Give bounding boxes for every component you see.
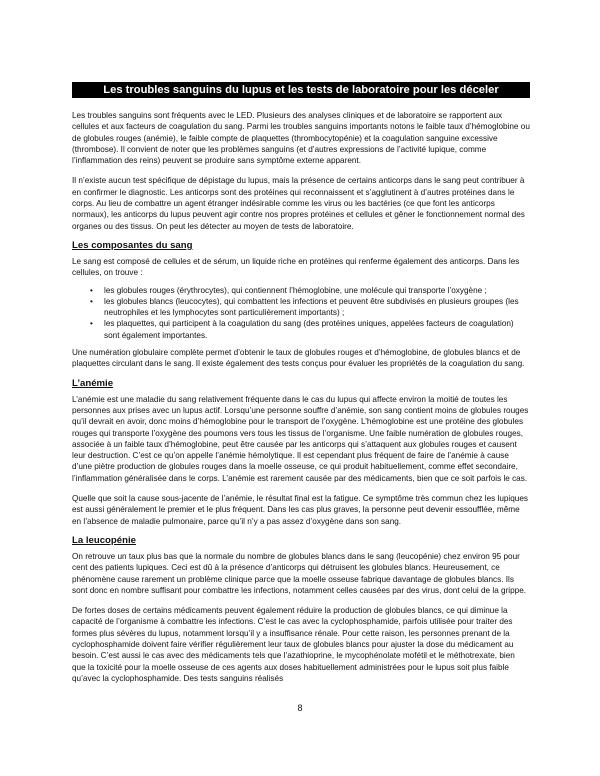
intro-paragraph-2: Il n’existe aucun test spécifique de dépistage du lupus, mais la présence de certains anticorps dans le sang peut contribuer à en confirmer le diagnostic. Les anticorps sont des protéines qui reconnaissent et s’agglutinent à d’autres protéines dans le corps. Au lieu de combattre un agent étranger indésirable comme les virus ou les bactéries (ce que font les anticorps normaux), les anticorps du lupus peuvent agir contre nos propres protéines et cellules et gêner le fonctionnement normal des organes ou des tissus. On peut les détecter au moyen de tests de laboratoire. bbox=[72, 176, 525, 231]
cell-list bbox=[72, 285, 530, 341]
intro-paragraph-1: Les troubles sanguins sont fréquents avec le LED. Plusieurs des analyses cliniques et de laboratoire se rapportent aux cellules et aux facteurs de coagulation du sang. Parmi les troubles sanguins importants notons le faible taux d’hémoglobine ou de globules rouges (anémie), le faible compte de plaquettes (thrombocytopénie) et la coagulation sanguine excessive (thrombose). Il convient de noter que les problèmes sanguins (et d’autres expressions de l’activité lupique, comme l’inflammation des reins) peuvent se produire sans symptôme externe apparent. bbox=[72, 111, 530, 166]
composantes-paragraph-1: Le sang est composé de cellules et de sérum, un liquide riche en protéines qui renferme également des anticorps. Dans les cellules, on trouve : bbox=[72, 256, 520, 278]
page-title: Les troubles sanguins du lupus et les tests de laboratoire pour les déceler bbox=[72, 82, 530, 98]
bullet-icon: • bbox=[90, 296, 93, 306]
composantes-paragraph-2: Une numération globulaire complète permet d’obtenir le taux de globules rouges et d’hémoglobine, de globules blancs et de plaquettes circulant dans le sang. Il existe également des tests conçus pour évaluer les propriétés de la coagulation du sang. bbox=[72, 348, 525, 369]
list-item-text: les globules blancs (leucocytes), qui combattent les infections et peuvent être subdivisés en plusieurs groupes (les neutrophiles et les lymphocytes sont particulièrement importants) ; bbox=[104, 296, 519, 318]
bullet-icon: • bbox=[90, 319, 93, 329]
anemie-paragraph-2: Quelle que soit la cause sous-jacente de l’anémie, le résultat final est la fatigue. Ce symptôme très commun chez les lupiques est aussi généralement le premier et le plus fréquent. Dans les cas plus graves, la personne peut devenir essoufflée, même en l’absence de maladie pulmonaire, parce qu’il n’y a pas assez d’oxygène dans son sang. bbox=[72, 494, 529, 526]
leucopenie-paragraph-2: De fortes doses de certains médicaments peuvent également réduire la production de globules blancs, ce qui diminue la capacité de l’organisme à combattre les infections. C’est le cas avec la cyclophosphamide, parfois utilisée pour traiter des formes plus sévères du lupus, notamment lorsqu’il y a insuffisance rénale. Pour cette raison, les personnes prenant de la cyclophosphamide doivent faire vérifier régulièrement leur taux de globules blancs pour ajuster la dose du médicament au besoin. C’est aussi le cas avec des médicaments tels que l’azathioprine, le mycophénolate mofétil et le méthotrexate, bien que la toxicité pour la moelle osseuse de ces agents aux doses habituellement administrées pour le lupus soit plus faible qu’avec la cyclophosphamide. Des tests sanguins réalisés bbox=[72, 606, 515, 683]
list-item bbox=[72, 296, 530, 319]
list-item-text: les globules rouges (érythrocytes), qui contiennent l’hémoglobine, une molécule qui transporte l’oxygène ; bbox=[104, 285, 487, 295]
section-heading-anemie: L’anémie bbox=[72, 377, 114, 389]
section-heading-leucopenie: La leucopénie bbox=[72, 534, 136, 546]
document-page bbox=[72, 82, 530, 684]
list-item bbox=[72, 285, 530, 296]
bullet-icon: • bbox=[90, 285, 93, 295]
list-item bbox=[72, 318, 530, 341]
section-heading-composantes: Les composantes du sang bbox=[72, 239, 193, 251]
page-number: 8 bbox=[297, 703, 303, 713]
list-item-text: les plaquettes, qui participent à la coagulation du sang (des protéines uniques, appelées facteurs de coagulation) sont également importantes. bbox=[104, 319, 514, 340]
leucopenie-paragraph-1: On retrouve un taux plus bas que la normale du nombre de globules blancs dans le sang (leucopénie) chez environ 95 pour cent des patients lupiques. Ceci est dû à la présence d’anticorps qui détruisent les globules blancs. Heureusement, ce phénomène cause rarement un problème clinique parce que la moelle osseuse fabrique davantage de globules blancs. Ils sont donc en nombre suffisant pour combattre les infections, notamment celles causées par des virus, dont celui de la grippe. bbox=[72, 551, 527, 595]
anemie-paragraph-1: L’anémie est une maladie du sang relativement fréquente dans le cas du lupus qui affecte environ la moitié de toutes les personnes aux prises avec un lupus actif. Lorsqu’une personne souffre d’anémie, son sang contient moins de globules rouges qu’il devrait en avoir, donc moins d’hémoglobine pour le transport de l’oxygène. L’hémoglobine est une protéine des globules rouges qui transporte l’oxygène des poumons vers tous les tissus de l’organisme. Une faible numération de globules rouges, associée à un faible taux d’hémoglobine, peut être causée par les anticorps qui s’attaquent aux globules rouges et causent leur destruction. C’est ce qu’on appelle l’anémie hémolytique. Il est cependant plus fréquent de faire de l’anémie à cause d’une piètre production de globules rouges dans la moelle osseuse, ce qui produit habituellement, comme effet secondaire, l’inflammation généralisée dans le corps. L’anémie est rarement causée par des médicaments, bien que ce soit parfois le cas. bbox=[72, 394, 529, 483]
